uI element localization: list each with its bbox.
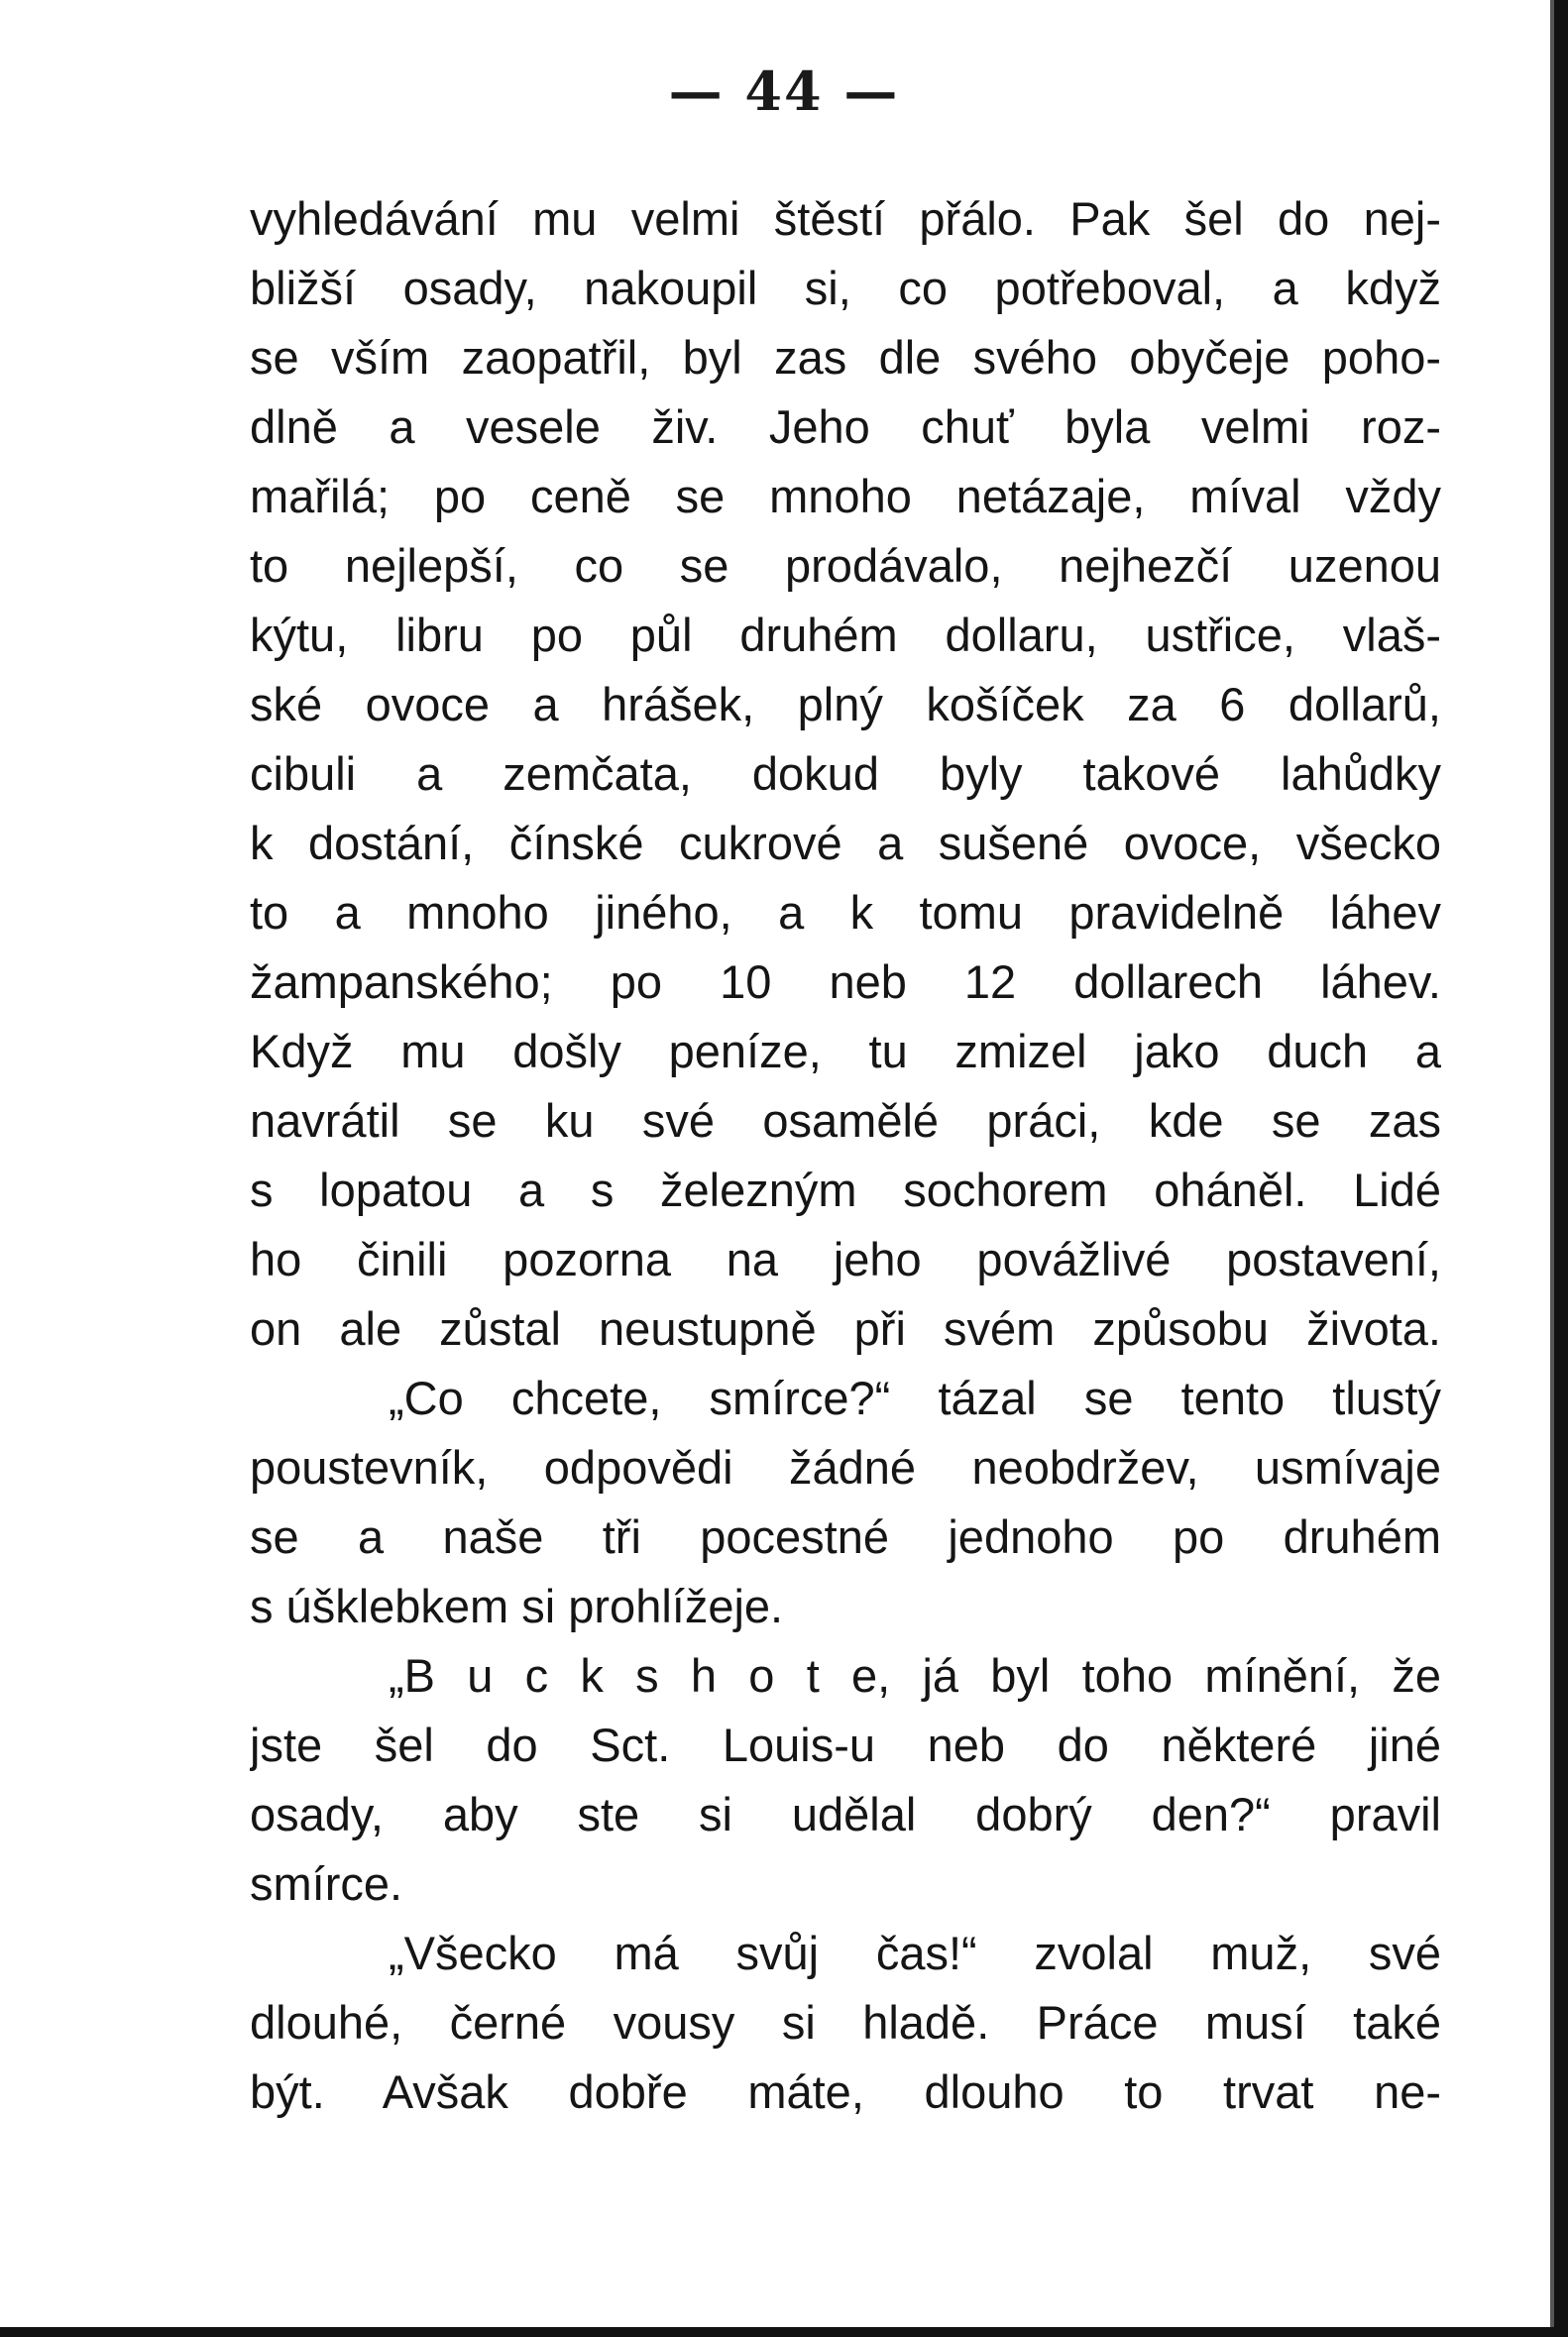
- text-line: jste šel do Sct. Louis-u neb do některé jiné: [250, 1719, 1441, 1771]
- text-line: navrátil se ku své osamělé práci, kde se zas: [250, 1094, 1441, 1147]
- page-bottom-edge: [0, 2327, 1568, 2337]
- text-line: dlně a vesele živ. Jeho chuť byla velmi roz-: [250, 400, 1441, 453]
- text-line: to a mnoho jiného, a k tomu pravidelně láhev: [250, 886, 1441, 939]
- text-line: „B u c k s h o t e, já byl toho mínění, že: [389, 1649, 1441, 1702]
- text-line: kýtu, libru po půl druhém dollaru, ustřice, vlaš-: [250, 609, 1441, 661]
- text-line: s úšklebkem si prohlížeje.: [250, 1580, 784, 1632]
- page-number: — 44 —: [668, 59, 900, 123]
- text-line: „Všecko má svůj čas!“ zvolal muž, své: [389, 1927, 1441, 1979]
- text-line: žampanského; po 10 neb 12 dollarech láhev.: [250, 955, 1441, 1008]
- text-line: on ale zůstal neustupně při svém způsobu života.: [250, 1302, 1441, 1355]
- text-line: cibuli a zemčata, dokud byly takové lahůdky: [250, 747, 1441, 800]
- text-line: se vším zaopatřil, byl zas dle svého obyčeje poho-: [250, 331, 1441, 384]
- text-line: dlouhé, černé vousy si hladě. Práce musí také: [250, 1996, 1441, 2049]
- text-line: se a naše tři pocestné jednoho po druhém: [250, 1510, 1441, 1563]
- text-line: osady, aby ste si udělal dobrý den?“ pravil: [250, 1788, 1441, 1840]
- text-line: být. Avšak dobře máte, dlouho to trvat ne-: [250, 2065, 1441, 2118]
- text-line: vyhledávání mu velmi štěstí přálo. Pak šel do nej-: [250, 192, 1441, 245]
- text-line: mařilá; po ceně se mnoho netázaje, míval vždy: [250, 470, 1441, 522]
- text-line: s lopatou a s železným sochorem oháněl. Lidé: [250, 1164, 1441, 1216]
- text-line: smírce.: [250, 1857, 403, 1910]
- text-line: Když mu došly peníze, tu zmizel jako duch a: [250, 1025, 1441, 1077]
- page-edge: [1554, 0, 1568, 2337]
- text-line: ho činili pozorna na jeho povážlivé postavení,: [250, 1233, 1441, 1285]
- text-line: k dostání, čínské cukrové a sušené ovoce, všecko: [250, 817, 1441, 869]
- text-line: to nejlepší, co se prodávalo, nejhezčí uzenou: [250, 539, 1441, 592]
- text-line: bližší osady, nakoupil si, co potřeboval, a když: [250, 262, 1441, 314]
- text-line: „Co chcete, smírce?“ tázal se tento tlustý: [389, 1372, 1441, 1424]
- body-text: [250, 184, 1441, 2127]
- text-line: ské ovoce a hrášek, plný košíček za 6 dollarů,: [250, 678, 1441, 730]
- text-line: poustevník, odpovědi žádné neobdržev, usmívaje: [250, 1441, 1441, 1494]
